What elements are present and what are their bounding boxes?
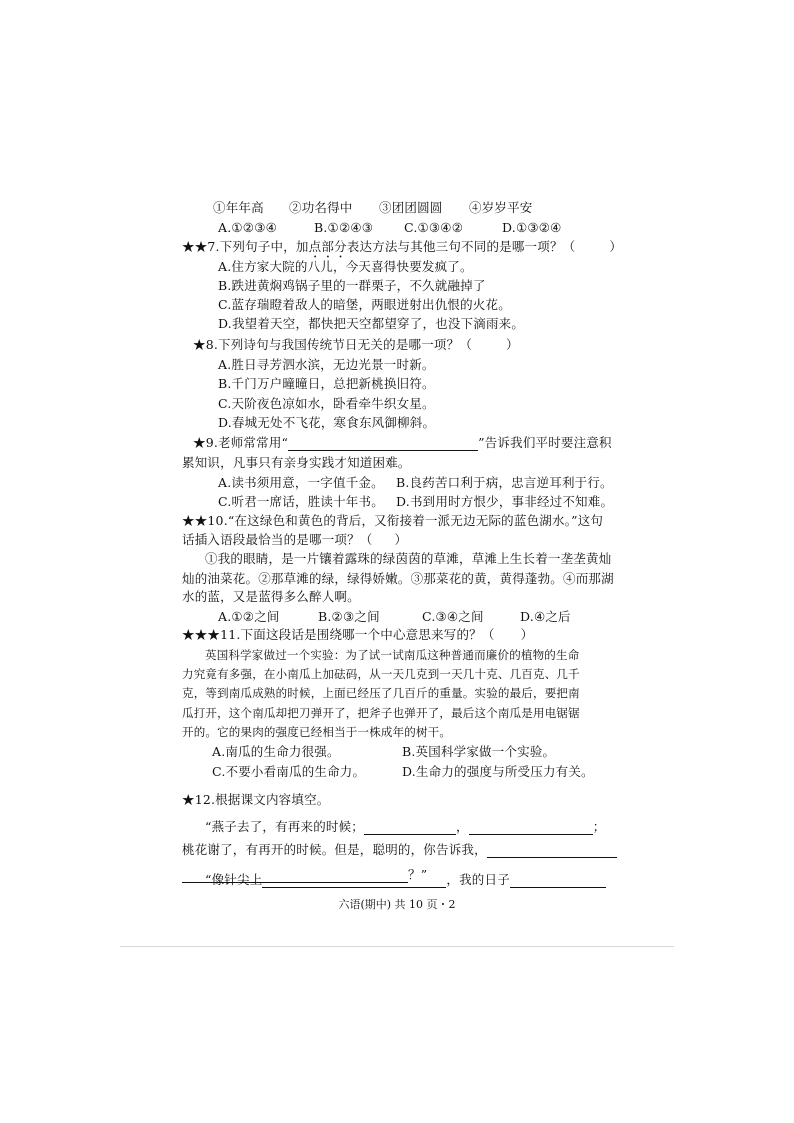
q10-para-line: ①我的眼睛，是一片镶着露珠的绿茵茵的草滩，草滩上生长着一垄垄黄灿: [205, 551, 612, 566]
q7-option-c: C.蓝存瑞瞪着敌人的暗堡，两眼迸射出仇恨的火花。: [218, 297, 511, 312]
q11-option-a: A.南瓜的生命力很强。: [212, 744, 340, 759]
q11-para-line: 克，等到南瓜成熟的时候，上面已经压了几百斤的重量。实验的最后，要把南: [182, 686, 580, 700]
q7-stem-c: 表达方法与其他三句不同的是哪一项？（: [346, 239, 576, 254]
q10-option-b: B.②③之间: [318, 609, 380, 624]
q9-option-c: C.听君一席话，胜读十年书。: [218, 494, 384, 509]
q8-option-a: A.胜日寻芳泗水滨，无边光景一时新。: [218, 357, 435, 372]
q10-stem2-a: 话插入语段最恰当的是哪一项？（: [182, 532, 373, 547]
q10-stem2-b: ）: [394, 532, 408, 547]
page-footer: 六语(期中) 共 10 页・2: [338, 898, 456, 911]
q10-option-a: A.①②之间: [218, 609, 280, 624]
q12-blank-1[interactable]: [364, 821, 456, 835]
q12-line3-end: ？”: [408, 867, 428, 882]
q12-line2-text: 桃花谢了，有再开的时候。但是，聪明的，你告诉我，: [182, 842, 487, 857]
q6-option-d: D.①③②④: [502, 220, 562, 235]
q11-para-line: 瓜打开，这个南瓜却把刀弹开了，把斧子也弹开了，最后这个南瓜是用电锯锯: [182, 706, 580, 720]
q7-option-b: B.跌进黄焖鸡锅子里的一群栗子，不久就融掉了: [218, 278, 486, 293]
q6-item: ②功名得中: [289, 200, 353, 215]
q10-para-line: 灿的油菜花。②那草滩的绿，绿得娇嫩。③那菜花的黄，黄得蓬勃。④而那湖: [182, 571, 614, 586]
q11-para-line: 开的。它的果肉的强度已经相当于一株成年的树干。: [182, 725, 452, 739]
q11-para-line: 力究竟有多强，在小南瓜上加砝码，从一天几克到一天几十克、几百克、几千: [182, 667, 580, 681]
q11-option-d: D.生命力的强度与所受压力有关。: [402, 764, 594, 779]
q11-close: ）: [520, 627, 534, 642]
q7-stem-dotted: 点部分: [308, 239, 347, 254]
q9-option-d: D.书到用时方恨少，事非经过不知难。: [396, 494, 614, 509]
q7-stem: [182, 239, 622, 261]
q7-stem-a: ★★7.下列句子中，加: [182, 239, 309, 254]
q8-option-d: D.春城无处不飞花，寒食东风御柳斜。: [218, 415, 436, 430]
page-divider: [120, 946, 674, 947]
q9-stem-a: ★9.老师常常用“: [193, 435, 289, 450]
q12-line1-end: ；: [592, 819, 606, 834]
q8-stem: [193, 337, 519, 353]
q12-blank-3[interactable]: [487, 844, 617, 858]
q6-item: ③团团圆圆: [379, 200, 443, 215]
q12-blank-2[interactable]: [469, 821, 593, 835]
q9-option-b: B.良药苦口利于病，忠言逆耳利于行。: [396, 475, 613, 490]
q11-para-line: 英国科学家做过一个实验：为了试一试南瓜这种普通而廉价的植物的生命: [205, 648, 580, 662]
q9-blank[interactable]: [288, 437, 478, 451]
q12-line1-text: “燕子去了，有再来的时候；: [205, 819, 364, 834]
q7-close: ）: [609, 239, 623, 254]
q6-item: ④岁岁平安: [469, 200, 533, 215]
q11-stem-text: ★★★11.下面这段话是围绕哪一个中心意思来写的？（: [182, 627, 495, 642]
q10-option-d: D.④之后: [520, 609, 571, 624]
q6-option-c: C.①③④②: [404, 220, 464, 235]
q10-stem-line2: [182, 532, 407, 548]
q12-line2: [182, 842, 617, 858]
q9-stem-b: ”告诉我们平时要注意积: [478, 435, 612, 450]
q10-option-c: C.③④之间: [422, 609, 484, 624]
q8-close: ）: [506, 337, 519, 352]
q12-line1-sep: ，: [456, 819, 469, 834]
q11-option-b: B.英国科学家做一个实验。: [402, 744, 556, 759]
q9-line2: 累知识，凡事只有亲身实践才知道困难。: [182, 455, 411, 470]
q12-line4-text-a: “像针尖上: [205, 872, 263, 887]
q12-line4-text-b: ，我的日子: [446, 872, 510, 887]
q12-stem: ★12.根据课文内容填空。: [182, 792, 330, 807]
q6-item: ①年年高: [213, 200, 264, 215]
q11-option-c: C.不要小看南瓜的生命力。: [212, 764, 366, 779]
q7-option-a: A.住方家大院的八儿，今天喜得快要发疯了。: [218, 259, 473, 274]
q10-para-line: 水的蓝，又是蓝得多么醉人啊。: [182, 589, 360, 604]
q8-option-c: C.天阶夜色凉如水，卧看牵牛织女星。: [218, 396, 435, 411]
q11-stem: [182, 627, 533, 643]
q6-option-a: A.①②③④: [218, 220, 278, 235]
q12-blank-5[interactable]: [262, 874, 446, 888]
q10-stem-line1: ★★10.“在这绿色和黄色的背后，又衔接着一派无边无际的蓝色湖水。”这句: [182, 513, 604, 528]
q7-option-d: D.我望着天空，都快把天空都望穿了，也没下滴雨来。: [218, 316, 525, 331]
q12-blank-6[interactable]: [510, 874, 606, 888]
q6-option-b: B.①②④③: [314, 220, 374, 235]
q9-stem: [193, 435, 612, 451]
q12-line4: [205, 872, 606, 888]
q9-option-a: A.读书须用意，一字值千金。: [218, 475, 384, 490]
q8-option-b: B.千门万户曈曈日，总把新桃换旧符。: [218, 376, 435, 391]
q8-stem-text: ★8.下列诗句与我国传统节日无关的是哪一项？（: [193, 337, 473, 352]
q12-line1: [205, 819, 605, 835]
